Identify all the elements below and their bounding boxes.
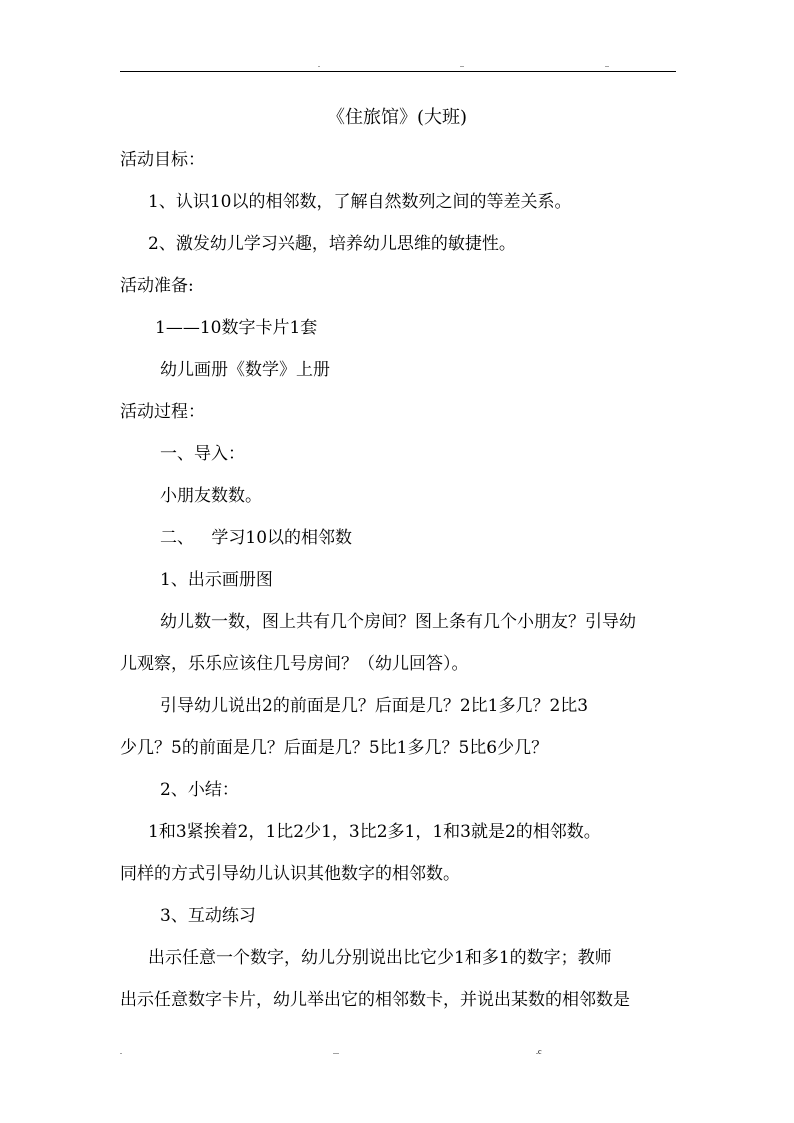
process-text: 小朋友数数。 (160, 486, 262, 506)
paragraph-line: 引导幼儿说出2的前面是几？后面是几？2比1多几？2比3 (160, 696, 589, 716)
footer-mark-3: .c (536, 1047, 542, 1056)
section-heading-process: 活动过程： (120, 402, 205, 422)
goal-item-1: 1、认识10以的相邻数，了解自然数列之间的等差关系。 (148, 192, 572, 212)
paragraph-line: 出示任意一个数字，幼儿分别说出比它少1和多1的数字；教师 (148, 948, 612, 968)
process-step-learn: 二、 学习10以的相邻数 (160, 528, 353, 548)
paragraph-line: 同样的方式引导幼儿认识其他数字的相邻数。 (120, 864, 460, 884)
process-step-intro: 一、导入： (160, 444, 245, 464)
footer-mark-1: . (120, 1047, 122, 1056)
paragraph-line: 幼儿数一数，图上共有几个房间？图上条有几个小朋友？引导幼 (160, 612, 636, 632)
paragraph-line: 出示任意数字卡片，幼儿举出它的相邻数卡，并说出某数的相邻数是 (120, 990, 630, 1010)
preparation-item-1: 1——10数字卡片1套 (155, 318, 318, 338)
header-mark-3: .. (605, 60, 609, 69)
footer-mark-2: ... (333, 1047, 339, 1056)
process-substep-1: 1、出示画册图 (160, 570, 273, 590)
process-substep-2: 2、小结： (160, 780, 239, 800)
header-mark-2: .. (460, 60, 464, 69)
process-substep-3: 3、互动练习 (160, 906, 256, 926)
document-title: 《住旅馆》(大班) (326, 107, 468, 128)
paragraph-line: 儿观察，乐乐应该住几号房间？（幼儿回答）。 (120, 654, 469, 674)
preparation-item-2: 幼儿画册《数学》上册 (160, 360, 330, 380)
header-mark-1: . (318, 60, 320, 69)
goal-item-2: 2、激发幼儿学习兴趣，培养幼儿思维的敏捷性。 (148, 234, 516, 254)
paragraph-line: 1和3紧挨着2，1比2少1，3比2多1，1和3就是2的相邻数。 (148, 822, 601, 842)
paragraph-line: 少几？5的前面是几？后面是几？5比1多几？5比6少几？ (120, 738, 549, 758)
section-heading-goals: 活动目标： (120, 150, 205, 170)
header-rule (120, 71, 676, 72)
section-heading-preparation: 活动准备: (120, 276, 194, 296)
